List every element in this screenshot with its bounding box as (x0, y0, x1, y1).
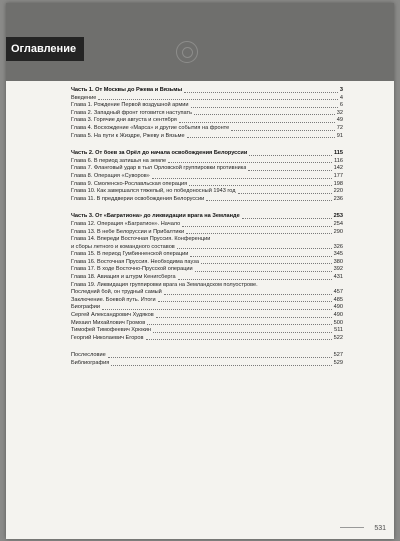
toc-entry[interactable]: Глава 15. В период Гумбинненской операции 345 (71, 251, 343, 258)
footer-rule (340, 527, 364, 528)
toc-entry[interactable]: Глава 1. Рождение Первой воздушной армии 6 (71, 102, 343, 109)
toc-part-2[interactable]: Часть 2. От боев за Орёл до начала освобождения Белоруссии 115 (71, 150, 343, 157)
toc-entry[interactable]: Глава 7. Фланговый удар в тыл Орловской группировки противника 142 (71, 165, 343, 172)
toc-entry[interactable]: Глава 3. Горячие дни августа и сентября 49 (71, 117, 343, 124)
book-page (6, 3, 394, 539)
toc-entry[interactable]: Глава 11. В преддверии освобождения Белоруссии 236 (71, 195, 343, 202)
table-of-contents (71, 87, 343, 368)
toc-entry[interactable]: Глава 18. Авиация и штурм Кенигсберга 431 (71, 274, 343, 281)
toc-entry[interactable]: Михаил Михайлович Громов 500 (71, 319, 343, 326)
toc-entry[interactable]: Глава 10. Как завершался тяжелый, но победоносный 1943 год 220 (71, 188, 343, 195)
spacer (71, 342, 343, 352)
toc-entry[interactable]: Георгий Николаевич Егоров 522 (71, 334, 343, 341)
toc-entry[interactable]: Тимофей Тимофеевич Хрюкин 511 (71, 327, 343, 334)
toc-entry[interactable]: Биографии 490 (71, 304, 343, 311)
toc-entry[interactable]: Библиография 529 (71, 360, 343, 366)
toc-part-1[interactable]: Часть 1. От Москвы до Ржева и Вязьмы 3 (71, 87, 343, 93)
page-header (6, 3, 394, 81)
toc-entry[interactable]: Заключение. Боевой путь. Итоги 485 (71, 296, 343, 303)
toc-entry-line1[interactable]: Глава 19. Ликвидация группировки врага на Земландском полуострове. (71, 281, 258, 288)
section-label: Оглавление (6, 37, 84, 61)
toc-entry[interactable]: Глава 17. В ходе Восточно-Прусской операции 392 (71, 266, 343, 273)
toc-entry[interactable]: Глава 13. В небе Белоруссии и Прибалтики 290 (71, 228, 343, 235)
page-number: 531 (374, 525, 386, 532)
toc-entry[interactable]: Глава 8. Операция «Суворов» 177 (71, 172, 343, 179)
spacer (71, 203, 343, 213)
toc-entry[interactable]: Послесловие 527 (71, 352, 343, 359)
toc-entry[interactable]: Глава 16. Восточная Пруссия. Необходима пауза 380 (71, 258, 343, 265)
toc-part-3[interactable]: Часть 3. От «Багратиона» до ликвидации врага на Земланде 253 (71, 213, 343, 220)
toc-entry[interactable]: Последний бой, он трудный самый 457 (71, 289, 343, 296)
toc-entry-line1[interactable]: Глава 14. Впереди Восточная Пруссия. Конференции (71, 236, 211, 243)
emblem-icon (176, 41, 198, 63)
toc-entry[interactable]: и сборы летного и командного составов 326 (71, 243, 343, 250)
toc-entry[interactable]: Введение 4 (71, 94, 343, 101)
toc-entry[interactable]: Глава 12. Операция «Багратион». Начало 254 (71, 220, 343, 227)
toc-entry[interactable]: Глава 9. Смоленско-Рославльская операция 198 (71, 180, 343, 187)
toc-entry[interactable]: Сергей Александрович Худяков 490 (71, 312, 343, 319)
toc-entry[interactable]: Глава 2. Западный фронт готовится наступать 32 (71, 109, 343, 116)
toc-entry[interactable]: Глава 5. На пути к Жиздре, Ржеву и Вязьме 91 (71, 132, 343, 139)
spacer (71, 140, 343, 150)
toc-entry[interactable]: Глава 6. В период затишья на земле 116 (71, 157, 343, 164)
toc-entry[interactable]: Глава 4. Восхождение «Марса» и другие события на фронте 72 (71, 124, 343, 131)
